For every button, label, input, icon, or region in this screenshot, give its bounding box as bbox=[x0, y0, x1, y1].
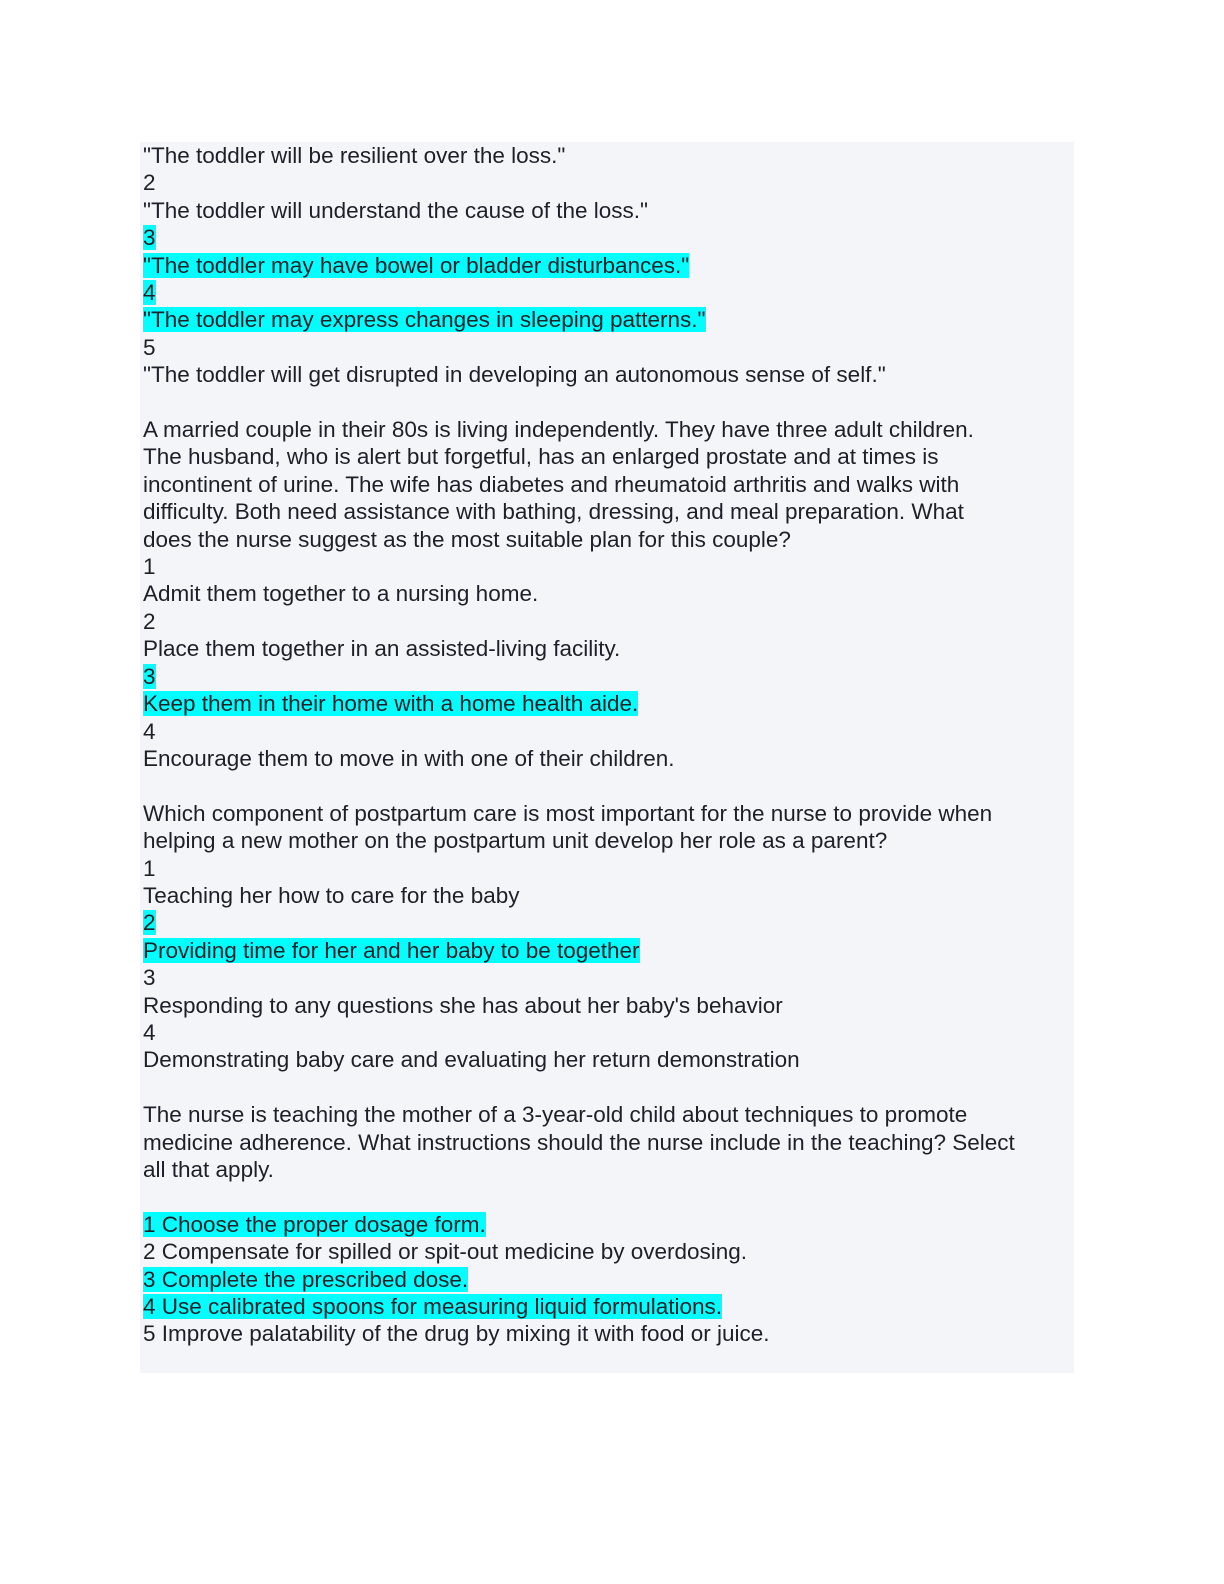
option-text: Responding to any questions she has about her baby's behavior bbox=[143, 992, 783, 1018]
spacer bbox=[143, 772, 1071, 799]
option-number-highlighted: 4 bbox=[143, 280, 156, 306]
option-text-highlighted: Providing time for her and her baby to be together bbox=[143, 937, 640, 963]
option-number: 1 bbox=[143, 855, 156, 881]
question-text: medicine adherence. What instructions should the nurse include in the teaching? Select bbox=[143, 1129, 1015, 1155]
document-content bbox=[143, 142, 1071, 1348]
option-text: "The toddler will be resilient over the loss." bbox=[143, 143, 566, 168]
option-text: Encourage them to move in with one of their children. bbox=[143, 745, 675, 771]
option-highlighted: 4 Use calibrated spoons for measuring liquid formulations. bbox=[143, 1294, 723, 1319]
spacer bbox=[143, 1183, 1071, 1210]
question-text: does the nurse suggest as the most suitable plan for this couple? bbox=[143, 526, 791, 552]
question-text: all that apply. bbox=[143, 1156, 274, 1182]
option-highlighted: 1 Choose the proper dosage form. bbox=[143, 1211, 486, 1237]
question-block-married-couple bbox=[143, 416, 1071, 772]
option-number: 2 bbox=[143, 608, 156, 634]
option-text: Demonstrating baby care and evaluating her return demonstration bbox=[143, 1047, 800, 1073]
option-text: "The toddler will understand the cause of the loss." bbox=[143, 197, 649, 223]
option-number: 4 bbox=[143, 1019, 156, 1045]
option-text-highlighted: "The toddler may have bowel or bladder disturbances." bbox=[143, 252, 690, 278]
question-block-postpartum bbox=[143, 800, 1071, 1074]
option-number-highlighted: 3 bbox=[143, 225, 156, 251]
question-text: incontinent of urine. The wife has diabetes and rheumatoid arthritis and walks with bbox=[143, 471, 960, 497]
option-number-highlighted: 2 bbox=[143, 910, 156, 936]
option-text-highlighted: Keep them in their home with a home health aide. bbox=[143, 691, 639, 717]
option-number: 1 bbox=[143, 554, 156, 580]
option-text: Teaching her how to care for the baby bbox=[143, 882, 520, 908]
option-number: 4 bbox=[143, 718, 156, 744]
option-text-highlighted: "The toddler may express changes in sleeping patterns." bbox=[143, 307, 706, 333]
option-highlighted: 3 Complete the prescribed dose. bbox=[143, 1266, 469, 1292]
option: 5 Improve palatability of the drug by mixing it with food or juice. bbox=[143, 1321, 770, 1347]
option-text: Admit them together to a nursing home. bbox=[143, 581, 539, 607]
question-text: A married couple in their 80s is living independently. They have three adult children. bbox=[143, 417, 974, 443]
option-number: 3 bbox=[143, 965, 156, 991]
option-number: 2 bbox=[143, 170, 156, 196]
option-number: 5 bbox=[143, 334, 156, 360]
question-block-medicine-adherence bbox=[143, 1101, 1071, 1348]
option-text: "The toddler will get disrupted in developing an autonomous sense of self." bbox=[143, 362, 886, 388]
spacer bbox=[143, 1074, 1071, 1101]
option: 2 Compensate for spilled or spit-out medicine by overdosing. bbox=[143, 1239, 748, 1265]
option-text: Place them together in an assisted-living facility. bbox=[143, 636, 621, 662]
option-number-highlighted: 3 bbox=[143, 663, 156, 689]
question-text: The nurse is teaching the mother of a 3-year-old child about techniques to promote bbox=[143, 1102, 968, 1128]
question-text: The husband, who is alert but forgetful, has an enlarged prostate and at times is bbox=[143, 444, 939, 470]
question-text: helping a new mother on the postpartum unit develop her role as a parent? bbox=[143, 828, 888, 854]
question-text: Which component of postpartum care is most important for the nurse to provide when bbox=[143, 800, 993, 826]
question-text: difficulty. Both need assistance with bathing, dressing, and meal preparation. What bbox=[143, 499, 964, 525]
question-block-toddler-loss bbox=[143, 142, 1071, 389]
spacer bbox=[143, 389, 1071, 416]
